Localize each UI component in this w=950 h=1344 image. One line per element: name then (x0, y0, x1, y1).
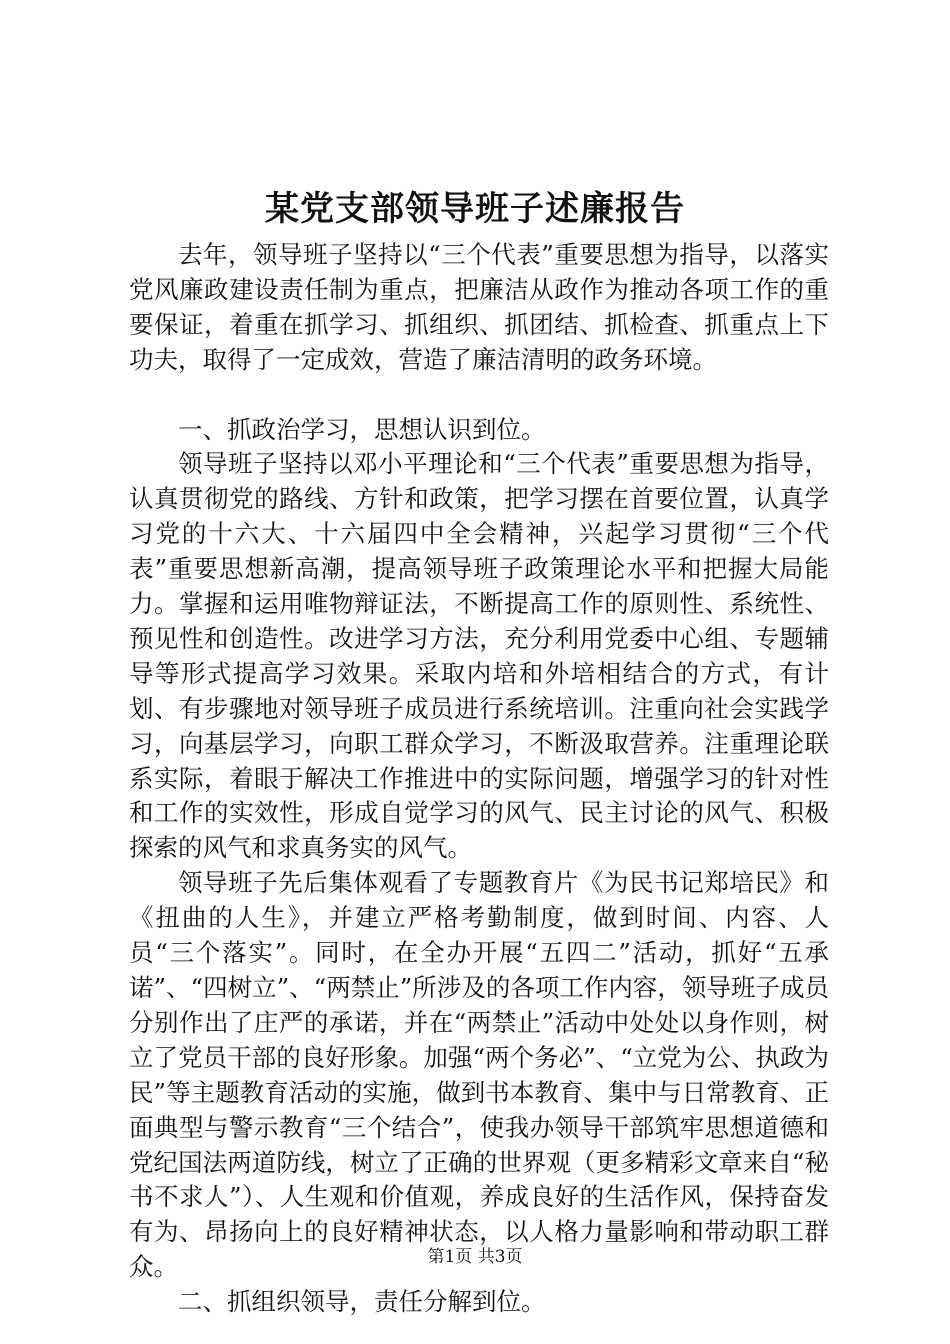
section-heading-1: 一、抓政治学习，思想认识到位。 (178, 414, 546, 444)
body-paragraph: 领导班子先后集体观看了专题教育片《为民书记郑培民》和《扭曲的人生》，并建立严格考勤制度，做到时间、内容、人员“三个落实”。同时，在全办开展“五四二”活动，抓好“五承诺”、“四树立”、“两禁止”所涉及的各项工作内容，领导班子成员分别作出了庄严的承诺，并在“两禁止”活动中处处以身作则，树立了党员干部的良好形象。加强“两个务必”、“立党为公、执政为民”等主题教育活动的实施，做到书本教育、集中与日常教育、正面典型与警示教育“三个结合”，使我办领导干部筑牢思想道德和党纪国法两道防线，树立了正确的世界观（更多精彩文章来自“秘书不求人”）、人生观和价值观，养成良好的生活作风，保持奋发有为、昂扬向上的良好精神状态，以人格力量影响和带动职工群众。 (129, 868, 829, 1282)
document-title: 某党支部领导班子述廉报告 (265, 189, 685, 229)
page-number-footer: 第1页 共3页 (427, 1247, 523, 1267)
section-heading-2: 二、抓组织领导，责任分解到位。 (178, 1287, 546, 1317)
intro-paragraph: 去年，领导班子坚持以“三个代表”重要思想为指导，以落实党风廉政建设责任制为重点，把廉洁从政作为推动各项工作的重要保证，着重在抓学习、抓组织、抓团结、抓检查、抓重点上下功夫，取得了一定成效，营造了廉洁清明的政务环境。 (129, 240, 829, 374)
document-body (129, 238, 829, 1320)
body-paragraph: 领导班子坚持以邓小平理论和“三个代表”重要思想为指导，认真贯彻党的路线、方针和政策，把学习摆在首要位置，认真学习党的十六大、十六届四中全会精神，兴起学习贯彻“三个代表”重要思想新高潮，提高领导班子政策理论水平和把握大局能力。掌握和运用唯物辩证法，不断提高工作的原则性、系统性、预见性和创造性。改进学习方法，充分利用党委中心组、专题辅导等形式提高学习效果。采取内培和外培相结合的方式，有计划、有步骤地对领导班子成员进行系统培训。注重向社会实践学习，向基层学习，向职工群众学习，不断汲取营养。注重理论联系实际，着眼于解决工作推进中的实际问题，增强学习的针对性和工作的实效性，形成自觉学习的风气、民主讨论的风气、积极探索的风气和求真务实的风气。 (129, 449, 829, 863)
